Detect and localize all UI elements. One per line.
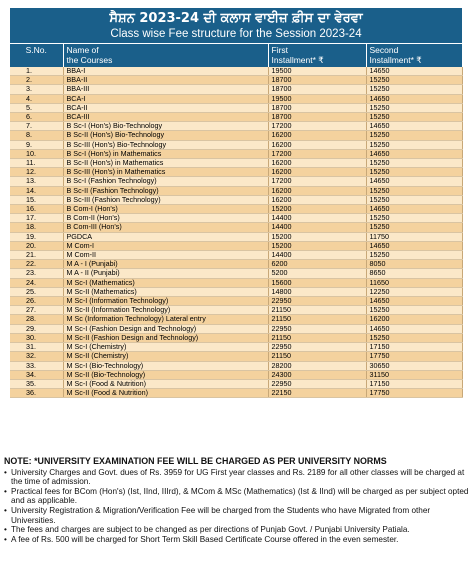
cell-first-installment: 17200 <box>268 177 366 186</box>
cell-first-installment: 15200 <box>268 241 366 250</box>
cell-second-installment: 17750 <box>366 389 462 398</box>
cell-course: PGDCA <box>63 232 268 241</box>
cell-second-installment: 31150 <box>366 370 462 379</box>
cell-sno: 31. <box>10 343 63 352</box>
cell-course: M Sc-I (Chemistry) <box>63 343 268 352</box>
cell-second-installment: 14650 <box>366 177 462 186</box>
cell-course: BBA-III <box>63 85 268 94</box>
header-course-line2: the Courses <box>66 54 113 65</box>
table-row <box>10 306 462 315</box>
cell-course: B Com-III (Hon's) <box>63 223 268 232</box>
cell-sno: 19. <box>10 232 63 241</box>
table-row <box>10 343 462 352</box>
cell-second-installment: 15250 <box>366 251 462 260</box>
cell-course: M Sc-I (Mathematics) <box>63 278 268 287</box>
cell-second-installment: 15250 <box>366 186 462 195</box>
cell-first-installment: 22950 <box>268 324 366 333</box>
cell-first-installment: 16200 <box>268 195 366 204</box>
fee-structure-document <box>10 8 462 398</box>
cell-second-installment: 11650 <box>366 278 462 287</box>
cell-sno: 12. <box>10 168 63 177</box>
cell-first-installment: 17200 <box>268 149 366 158</box>
cell-course: M Sc-II (Bio-Technology) <box>63 370 268 379</box>
cell-course: M Sc-II (Information Technology) <box>63 306 268 315</box>
cell-sno: 26. <box>10 297 63 306</box>
cell-sno: 33. <box>10 361 63 370</box>
header-course <box>63 44 268 68</box>
cell-first-installment: 22950 <box>268 379 366 388</box>
table-row <box>10 324 462 333</box>
table-row <box>10 278 462 287</box>
cell-sno: 20. <box>10 241 63 250</box>
cell-course: B Sc-I (Hon's) Bio-Technology <box>63 122 268 131</box>
header-course-line1: Name of <box>66 45 99 55</box>
note-item: • Practical fees for BCom (Hon's) (Ist, IInd, IIIrd), & MCom & MSc (Mathematics) (Ist & IInd) will be charged as per subject opted and as applicable. <box>4 487 470 506</box>
cell-sno: 18. <box>10 223 63 232</box>
cell-sno: 27. <box>10 306 63 315</box>
notes-heading: NOTE: *UNIVERSITY EXAMINATION FEE WILL BE CHARGED AS PER UNIVERSITY NORMS <box>4 456 387 466</box>
cell-first-installment: 17200 <box>268 122 366 131</box>
table-row <box>10 232 462 241</box>
cell-sno: 6. <box>10 113 63 122</box>
cell-second-installment: 15250 <box>366 333 462 342</box>
cell-course: B Sc-II (Hon's) Bio-Technology <box>63 131 268 140</box>
header-second-installment <box>366 44 462 68</box>
cell-course: BCA-I <box>63 94 268 103</box>
cell-course: BCA-II <box>63 103 268 112</box>
cell-sno: 17. <box>10 214 63 223</box>
table-row <box>10 67 462 76</box>
header-sno-label: S.No. <box>25 45 47 55</box>
cell-second-installment: 15250 <box>366 214 462 223</box>
header-second-line1: Second <box>369 45 399 55</box>
cell-course: B Sc-I (Hon's) in Mathematics <box>63 149 268 158</box>
cell-first-installment: 22950 <box>268 343 366 352</box>
cell-first-installment: 21150 <box>268 306 366 315</box>
table-row <box>10 195 462 204</box>
cell-second-installment: 14650 <box>366 297 462 306</box>
table-row <box>10 297 462 306</box>
cell-second-installment: 15250 <box>366 159 462 168</box>
cell-first-installment: 21150 <box>268 315 366 324</box>
cell-second-installment: 17150 <box>366 343 462 352</box>
cell-first-installment: 16200 <box>268 159 366 168</box>
table-row <box>10 205 462 214</box>
cell-course: BBA-I <box>63 67 268 76</box>
table-row <box>10 214 462 223</box>
cell-course: B Sc-II (Hon's) in Mathematics <box>63 159 268 168</box>
cell-sno: 15. <box>10 195 63 204</box>
cell-first-installment: 22950 <box>268 297 366 306</box>
cell-course: B Sc-II (Fashion Technology) <box>63 186 268 195</box>
cell-first-installment: 16200 <box>268 131 366 140</box>
cell-course: BCA-III <box>63 113 268 122</box>
note-item: • University Registration & Migration/Verification Fee will be charged from the Students who have Migrated from other Universities. <box>4 506 470 525</box>
cell-sno: 11. <box>10 159 63 168</box>
cell-course: M Sc-II (Fashion Design and Technology) <box>63 333 268 342</box>
cell-sno: 32. <box>10 352 63 361</box>
cell-first-installment: 14800 <box>268 287 366 296</box>
cell-first-installment: 15600 <box>268 278 366 287</box>
cell-sno: 8. <box>10 131 63 140</box>
table-row <box>10 370 462 379</box>
cell-course: BBA-II <box>63 76 268 85</box>
title-english: Class wise Fee structure for the Session 2023-24 <box>110 28 362 40</box>
cell-sno: 35. <box>10 379 63 388</box>
table-row <box>10 122 462 131</box>
notes-list <box>4 468 470 545</box>
cell-first-installment: 19500 <box>268 94 366 103</box>
header-first-line2: Installment* ₹ <box>271 54 324 65</box>
cell-course: M Com-II <box>63 251 268 260</box>
cell-second-installment: 15250 <box>366 195 462 204</box>
cell-second-installment: 17150 <box>366 379 462 388</box>
table-row <box>10 85 462 94</box>
cell-second-installment: 15250 <box>366 113 462 122</box>
note-item: • University Charges and Govt. dues of Rs. 3959 for UG First year classes and Rs. 2189 for all other classes will be charged at the time of admission. <box>4 468 470 487</box>
cell-second-installment: 14650 <box>366 324 462 333</box>
table-row <box>10 379 462 388</box>
table-row <box>10 352 462 361</box>
fee-table-body <box>10 67 462 398</box>
title-banner <box>10 8 462 43</box>
cell-sno: 36. <box>10 389 63 398</box>
cell-first-installment: 16200 <box>268 140 366 149</box>
cell-second-installment: 15250 <box>366 103 462 112</box>
cell-first-installment: 14400 <box>268 214 366 223</box>
table-row <box>10 149 462 158</box>
cell-course: M Com-I <box>63 241 268 250</box>
fee-table <box>10 43 463 398</box>
cell-second-installment: 14650 <box>366 122 462 131</box>
table-row <box>10 94 462 103</box>
header-second-line2: Installment* ₹ <box>369 54 422 65</box>
cell-course: M Sc-I (Fashion Design and Technology) <box>63 324 268 333</box>
cell-sno: 28. <box>10 315 63 324</box>
cell-second-installment: 16200 <box>366 315 462 324</box>
cell-sno: 4. <box>10 94 63 103</box>
cell-course: B Sc-III (Fashion Technology) <box>63 195 268 204</box>
cell-sno: 16. <box>10 205 63 214</box>
table-row <box>10 389 462 398</box>
note-item: • The fees and charges are subject to be changed as per directions of Punjab Govt. / Punjabi University Patiala. <box>4 525 470 535</box>
table-row <box>10 76 462 85</box>
header-sno <box>10 44 63 68</box>
cell-first-installment: 21150 <box>268 352 366 361</box>
title-punjabi: ਸੈਸ਼ਨ 2023-24 ਦੀ ਕਲਾਸ ਵਾਈਜ਼ ਫ਼ੀਸ ਦਾ ਵੇਰਵਾ <box>109 11 363 26</box>
cell-second-installment: 14650 <box>366 94 462 103</box>
table-row <box>10 186 462 195</box>
cell-first-installment: 14400 <box>268 251 366 260</box>
cell-second-installment: 15250 <box>366 223 462 232</box>
cell-second-installment: 14650 <box>366 205 462 214</box>
cell-first-installment: 5200 <box>268 269 366 278</box>
cell-first-installment: 15200 <box>268 232 366 241</box>
cell-sno: 25. <box>10 287 63 296</box>
table-row <box>10 287 462 296</box>
cell-first-installment: 18700 <box>268 113 366 122</box>
cell-second-installment: 30650 <box>366 361 462 370</box>
cell-sno: 14. <box>10 186 63 195</box>
table-row <box>10 251 462 260</box>
cell-second-installment: 15250 <box>366 168 462 177</box>
cell-sno: 9. <box>10 140 63 149</box>
cell-course: B Com-II (Hon's) <box>63 214 268 223</box>
cell-first-installment: 22150 <box>268 389 366 398</box>
table-row <box>10 103 462 112</box>
cell-first-installment: 6200 <box>268 260 366 269</box>
cell-sno: 13. <box>10 177 63 186</box>
cell-first-installment: 24300 <box>268 370 366 379</box>
cell-second-installment: 8650 <box>366 269 462 278</box>
table-row <box>10 269 462 278</box>
cell-course: M Sc-I (Bio-Technology) <box>63 361 268 370</box>
cell-second-installment: 14650 <box>366 149 462 158</box>
cell-course: M Sc-II (Mathematics) <box>63 287 268 296</box>
table-row <box>10 113 462 122</box>
table-row <box>10 260 462 269</box>
cell-second-installment: 15250 <box>366 131 462 140</box>
cell-sno: 5. <box>10 103 63 112</box>
cell-sno: 1. <box>10 67 63 76</box>
table-row <box>10 333 462 342</box>
cell-second-installment: 15250 <box>366 76 462 85</box>
table-header-row <box>10 44 462 68</box>
cell-sno: 2. <box>10 76 63 85</box>
cell-sno: 22. <box>10 260 63 269</box>
cell-second-installment: 15250 <box>366 140 462 149</box>
table-row <box>10 241 462 250</box>
cell-course: M A - II (Punjabi) <box>63 269 268 278</box>
table-row <box>10 131 462 140</box>
cell-course: M Sc-II (Food & Nutrition) <box>63 389 268 398</box>
cell-first-installment: 18700 <box>268 103 366 112</box>
cell-sno: 10. <box>10 149 63 158</box>
cell-first-installment: 21150 <box>268 333 366 342</box>
cell-course: M Sc-I (Information Technology) <box>63 297 268 306</box>
cell-first-installment: 18700 <box>268 76 366 85</box>
cell-first-installment: 15200 <box>268 205 366 214</box>
cell-first-installment: 16200 <box>268 168 366 177</box>
cell-sno: 23. <box>10 269 63 278</box>
cell-first-installment: 16200 <box>268 186 366 195</box>
cell-sno: 24. <box>10 278 63 287</box>
table-row <box>10 159 462 168</box>
table-row <box>10 223 462 232</box>
cell-course: B Sc-I (Fashion Technology) <box>63 177 268 186</box>
cell-course: B Sc-III (Hon's) in Mathematics <box>63 168 268 177</box>
cell-course: M Sc-II (Chemistry) <box>63 352 268 361</box>
cell-course: M Sc-I (Food & Nutrition) <box>63 379 268 388</box>
note-item: • A fee of Rs. 500 will be charged for Short Term Skill Based Certificate Course offered in the even semester. <box>4 535 470 545</box>
cell-sno: 34. <box>10 370 63 379</box>
cell-second-installment: 8050 <box>366 260 462 269</box>
cell-course: M A - I (Punjabi) <box>63 260 268 269</box>
table-row <box>10 361 462 370</box>
cell-first-installment: 19500 <box>268 67 366 76</box>
cell-first-installment: 14400 <box>268 223 366 232</box>
cell-sno: 21. <box>10 251 63 260</box>
cell-first-installment: 18700 <box>268 85 366 94</box>
table-row <box>10 168 462 177</box>
table-row <box>10 177 462 186</box>
table-row <box>10 315 462 324</box>
cell-sno: 29. <box>10 324 63 333</box>
table-row <box>10 140 462 149</box>
cell-course: B Sc-III (Hon's) Bio-Technology <box>63 140 268 149</box>
cell-second-installment: 11750 <box>366 232 462 241</box>
header-first-installment <box>268 44 366 68</box>
cell-sno: 7. <box>10 122 63 131</box>
notes-section <box>4 457 470 544</box>
cell-second-installment: 15250 <box>366 306 462 315</box>
cell-course: M Sc (Information Technology) Lateral entry <box>63 315 268 324</box>
cell-second-installment: 15250 <box>366 85 462 94</box>
cell-second-installment: 17750 <box>366 352 462 361</box>
header-first-line1: First <box>271 45 289 55</box>
cell-course: B Com-I (Hon's) <box>63 205 268 214</box>
cell-second-installment: 12250 <box>366 287 462 296</box>
cell-first-installment: 28200 <box>268 361 366 370</box>
cell-sno: 3. <box>10 85 63 94</box>
cell-second-installment: 14650 <box>366 241 462 250</box>
cell-sno: 30. <box>10 333 63 342</box>
cell-second-installment: 14650 <box>366 67 462 76</box>
